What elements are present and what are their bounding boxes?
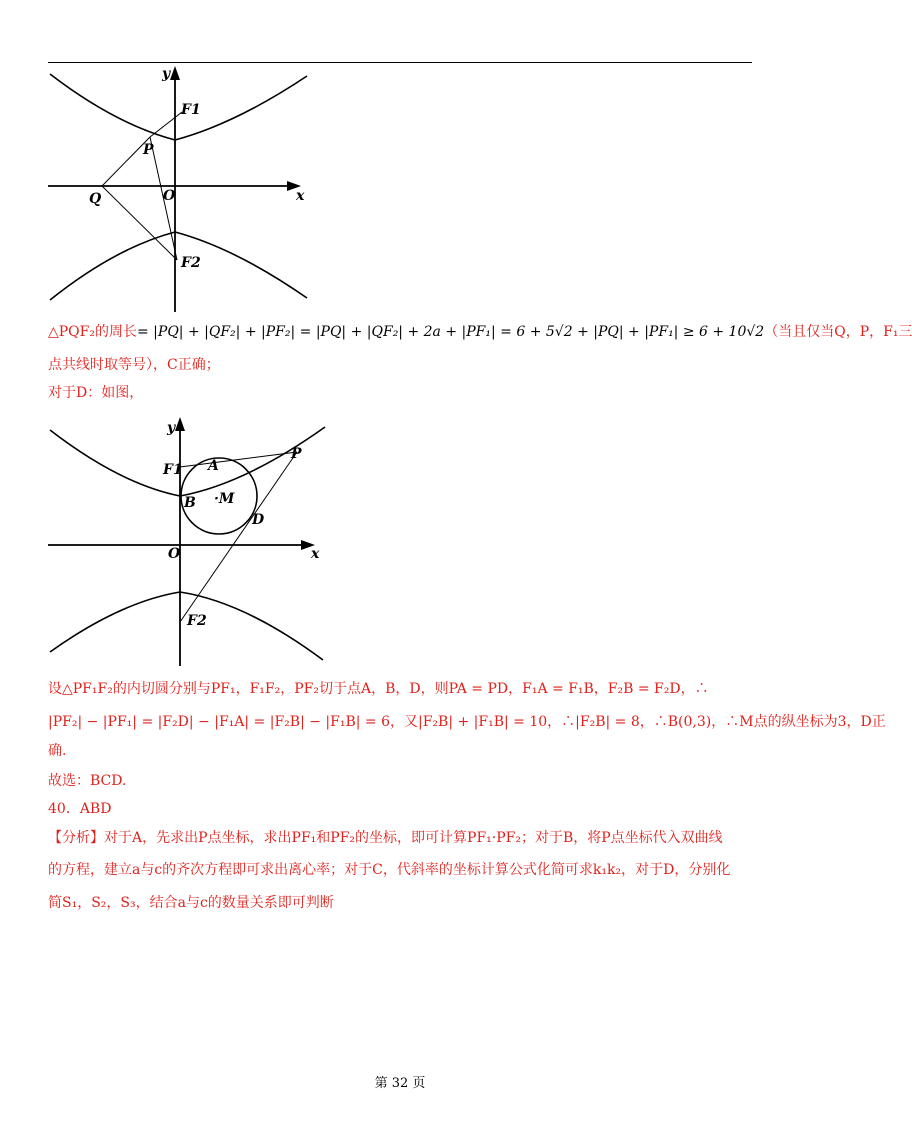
page-footer: 第 32 页 — [374, 1076, 426, 1091]
text-line-10: 的方程，建立a与c的齐次方程即可求出离心率；对于C，代斜率的坐标计算公式化简可求k₁k₂，对于D，分别化 — [48, 862, 731, 878]
label-F2: F2 — [181, 255, 201, 271]
label-O: O — [163, 188, 176, 204]
label-y: y — [167, 420, 176, 436]
y-axis-arrow — [170, 66, 180, 80]
text-line-11: 简S₁，S₂，S₃，结合a与c的数量关系即可判断 — [48, 895, 334, 911]
text-line-4: 设△PF₁F₂的内切圆分别与PF₁，F₁F₂，PF₂切于点A，B，D，则PA = PD，F₁A = F₁B，F₂B = F₂D，∴ — [48, 681, 709, 697]
label-Q: Q — [89, 191, 102, 207]
label-P: P — [291, 446, 302, 462]
label-M: ·M — [214, 491, 235, 507]
hyperbola-upper-branch — [50, 427, 325, 496]
label-y: y — [162, 66, 171, 82]
figure-hyperbola-2 — [45, 412, 330, 670]
label-x: x — [296, 188, 305, 204]
label-D: D — [252, 512, 265, 528]
label-F1: F1 — [181, 102, 201, 118]
y-axis-arrow — [175, 417, 185, 431]
label-A: A — [208, 458, 219, 474]
figure-hyperbola-1 — [45, 62, 315, 317]
text-line-5: |PF₂| − |PF₁| = |F₂D| − |F₁A| = |F₂B| − |F₁B| = 6，又|F₂B| + |F₁B| = 10，∴|F₂B| = 8，∴B(0,3)，∴M点的纵坐标为3，D正 — [48, 714, 886, 730]
label-O: O — [168, 546, 181, 562]
text-line-7: 故选：BCD. — [48, 773, 127, 789]
hyperbola-upper-branch — [50, 74, 307, 140]
text-line-8: 40．ABD — [48, 801, 112, 817]
hyperbola-lower-branch — [50, 232, 307, 300]
label-F1: F1 — [163, 462, 183, 478]
text-line-1: △PQF₂的周长= |PQ| + |QF₂| + |PF₂| = |PQ| + |QF₂| + 2a + |PF₁| = 6 + 5√2 + |PQ| + |PF₁| ≥ 6 + 10√2（当且仅当Q，P，F₁三 — [48, 324, 912, 340]
label-P: P — [143, 142, 154, 158]
text-line-6: 确. — [48, 743, 67, 759]
label-x: x — [311, 546, 320, 562]
text-line-2: 点共线时取等号），C正确； — [48, 357, 220, 373]
text-line-9: 【分析】对于A，先求出P点坐标，求出PF₁和PF₂的坐标，即可计算PF₁·PF₂；对于B，将P点坐标代入双曲线 — [48, 830, 723, 846]
label-F2: F2 — [187, 613, 207, 629]
text-line-3: 对于D：如图， — [48, 385, 144, 401]
label-B: B — [184, 495, 196, 511]
